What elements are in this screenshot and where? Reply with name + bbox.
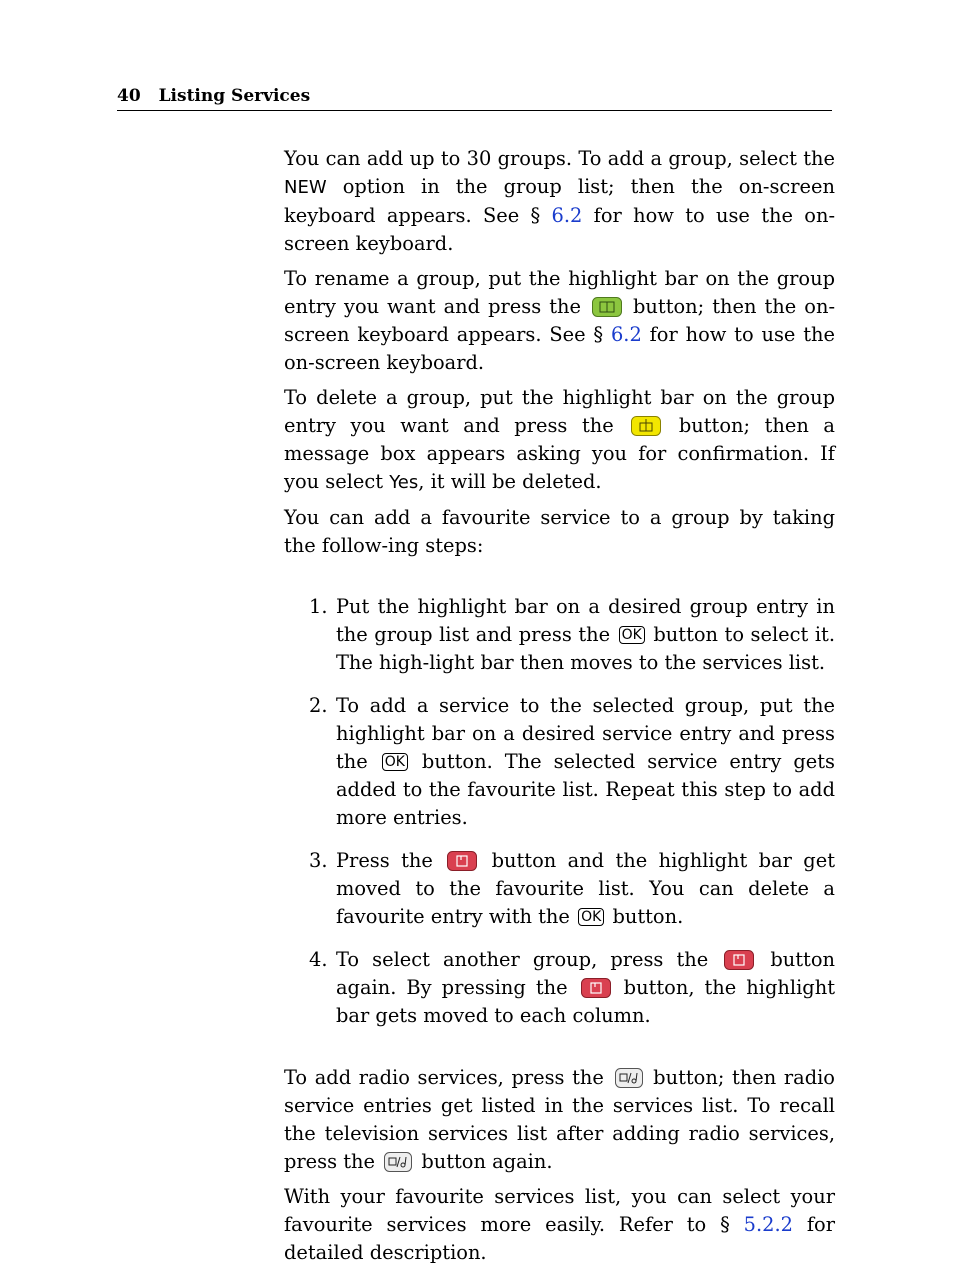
- page-number: 40: [117, 86, 141, 106]
- paragraph-radio-services: To add radio services, press the button; then radio service entries get listed in the services list. To recall the television services list after adding radio services, press the button again.: [284, 1066, 835, 1173]
- ok-button-icon: OK: [382, 753, 408, 771]
- list-item: 3. Press the button and the highlight bar get moved to the favourite list. You can delete a favourite entry with the OK button.: [309, 849, 835, 928]
- ok-button-icon: OK: [578, 908, 604, 926]
- page-header: [117, 86, 832, 111]
- section-title: Listing Services: [158, 86, 311, 106]
- paragraph-favourite-intro: You can add a favourite service to a group by taking the follow-ing steps:: [284, 506, 835, 557]
- paragraph-delete-group: To delete a group, put the highlight bar on the group entry you want and press the button; then a message box appears asking you for confirmation. If you select Yes, it will be deleted.: [284, 386, 835, 493]
- paragraph-favourite-summary: With your favourite services list, you can select your favourite services more easily. Refer to § 5.2.2 for detailed description.: [284, 1185, 835, 1264]
- list-item: 4. To select another group, press the button again. By pressing the button, the highlight bar gets moved to each column.: [309, 948, 836, 1027]
- paragraph-add-groups: You can add up to 30 groups. To add a group, select the NEW option in the group list; then the on-screen keyboard appears. See § 6.2 for how to use the on-screen keyboard.: [284, 147, 835, 255]
- section-link-6-2[interactable]: 6.2: [551, 204, 583, 227]
- ok-button-icon: OK: [619, 626, 645, 644]
- red-button-icon: [581, 978, 611, 998]
- green-button-icon: [592, 297, 622, 317]
- section-link-5-2-2[interactable]: 5.2.2: [743, 1213, 793, 1236]
- yellow-button-icon: [631, 416, 661, 436]
- page-body: [284, 145, 835, 1274]
- yes-option-label: Yes: [389, 472, 419, 493]
- paragraph-rename-group: To rename a group, put the highlight bar on the group entry you want and press the button; then the on-screen keyboard appears. See § 6.2 for how to use the on-screen keyboard.: [284, 267, 835, 374]
- new-option-label: NEW: [284, 177, 327, 198]
- list-item: 2. To add a service to the selected group, put the highlight bar on a desired service entry and press the OK button. The selected service entry gets added to the favourite list. Repeat this step to add more entries.: [309, 694, 836, 829]
- section-link-6-2[interactable]: 6.2: [610, 323, 642, 346]
- red-button-icon: [447, 851, 477, 871]
- steps-list: [284, 593, 835, 1030]
- tv-radio-button-icon: [384, 1152, 412, 1172]
- list-item: 1. Put the highlight bar on a desired group entry in the group list and press the OK button to select it. The high-light bar then moves to the services list.: [309, 595, 836, 674]
- tv-radio-button-icon: [615, 1068, 643, 1088]
- red-button-icon: [724, 950, 754, 970]
